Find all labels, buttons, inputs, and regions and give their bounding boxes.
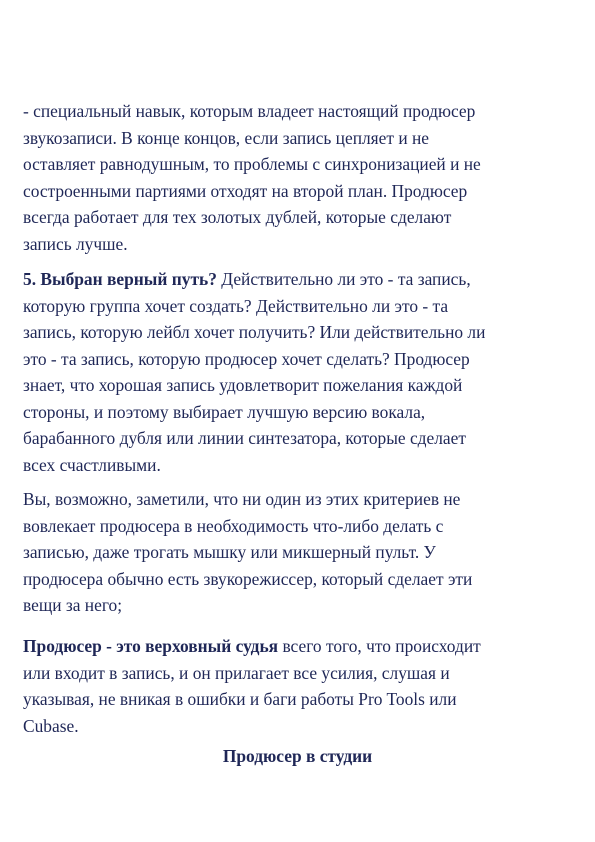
text-line: запись лучше.: [23, 233, 128, 254]
bold-lead-right-path: 5. Выбран верный путь?: [23, 269, 217, 289]
text-line: вовлекает продюсера в необходимость что-либо делать с: [23, 515, 444, 536]
text-line: Cubase.: [23, 715, 79, 736]
paragraph-producer-skill: [23, 98, 583, 257]
text-line: которую группа хочет создать? Действительно ли это - та: [23, 295, 449, 316]
text-line: Вы, возможно, заметили, что ни один из этих критериев не: [23, 489, 461, 509]
text-line: - специальный навык, которым владеет настоящий продюсер: [23, 101, 476, 121]
text-line: барабанного дубля или линии синтезатора, которые сделает: [23, 428, 466, 448]
section-heading: Продюсер в студии: [222, 746, 373, 766]
text-line: звукозаписи. В конце концов, если запись цепляет и не: [23, 127, 430, 148]
text-line: всегда работает для тех золотых дублей, которые сделают: [23, 207, 452, 227]
text-line: или входит в запись, и он прилагает все усилия, слушая и: [23, 662, 450, 683]
text-line: сострoенными партиями отходят на второй план. Продюсер: [23, 180, 468, 201]
text-line: вещи за него;: [23, 595, 123, 615]
text-line: стороны, и поэтому выбирает лучшую версию вокала,: [23, 401, 426, 422]
text-line: оставляет равнодушным, то проблемы с синхронизацией и не: [23, 154, 481, 174]
paragraph-right-path: [23, 266, 583, 478]
text-run: Действительно ли это - та запись,: [216, 269, 471, 289]
text-line: знает, что хорошая запись удовлетворит пожелания каждой: [23, 375, 463, 395]
text-line: всех счастливыми.: [23, 454, 161, 475]
paragraph-criteria-note: [23, 486, 583, 619]
text-run: всего того, что происходит: [278, 636, 481, 656]
text-line: это - та запись, которую продюсер хочет сделать? Продюсер: [23, 348, 470, 369]
text-line: [23, 266, 583, 293]
paragraph-supreme-judge: [23, 633, 583, 739]
text-line: записью, даже трогать мышку или микшерный пульт. У: [23, 542, 436, 562]
text-line: продюсера обычно есть звукорежиссер, который сделает эти: [23, 568, 473, 589]
text-line: [23, 633, 583, 660]
bold-lead-supreme-judge: Продюсер - это верховный судья: [23, 636, 279, 656]
text-line: запись, которую лейбл хочет получить? Или действительно ли: [23, 322, 486, 342]
text-line: указывая, не вникая в ошибки и баги работы Pro Tools или: [23, 689, 457, 709]
